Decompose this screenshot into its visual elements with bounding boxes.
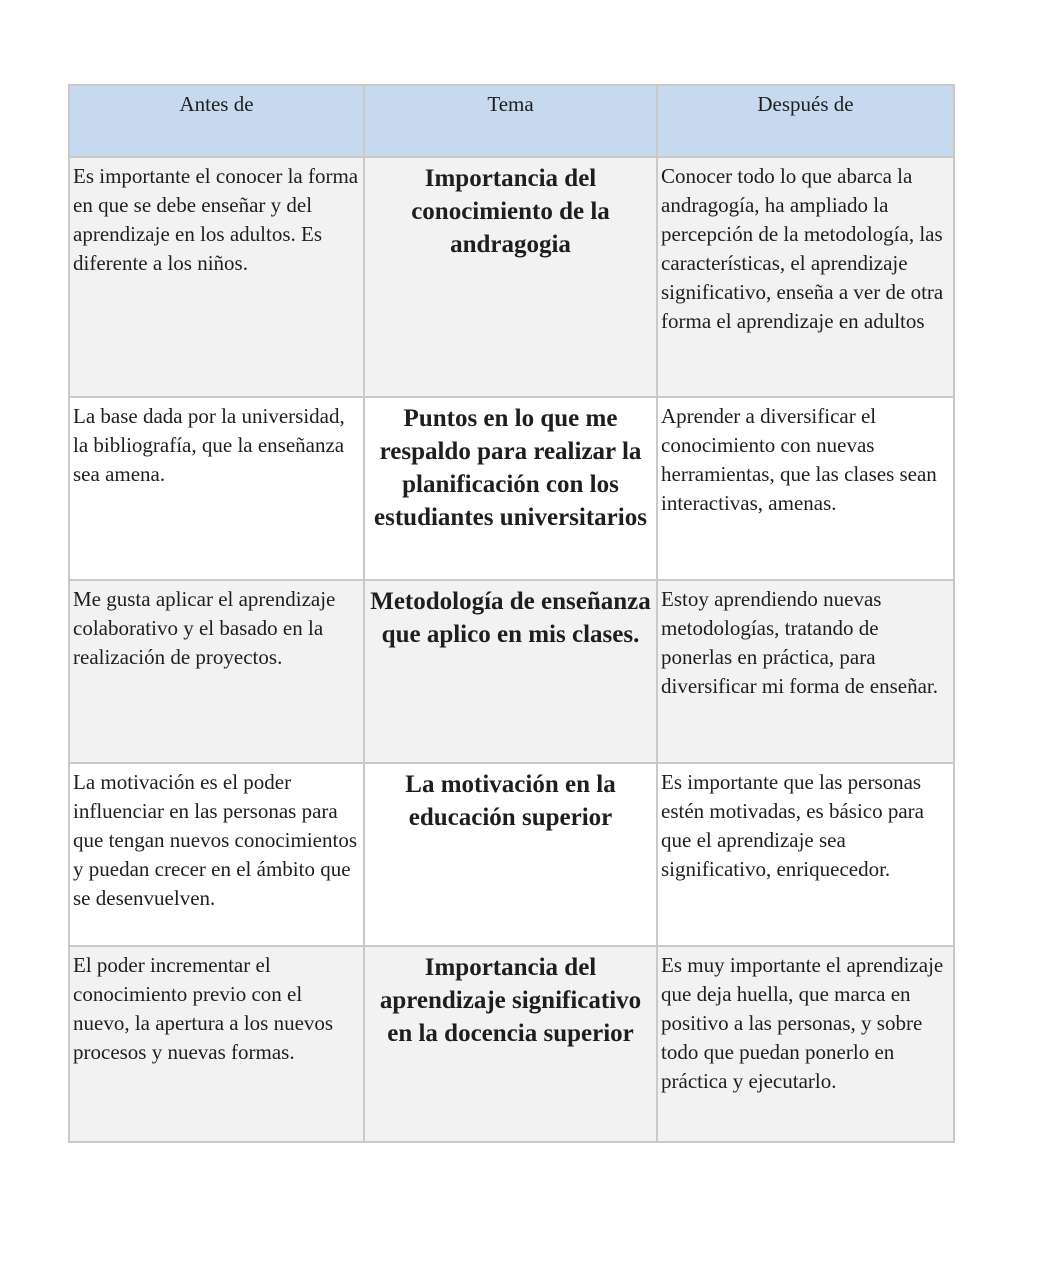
cell-antes: La motivación es el poder influenciar en las personas para que tengan nuevos conocimientos y puedan crecer en el ámbito que se desenvuelven. [69, 763, 364, 946]
cell-antes: La base dada por la universidad, la bibliografía, que la enseñanza sea amena. [69, 397, 364, 580]
table-row [69, 397, 954, 580]
cell-tema: La motivación en la educación superior [364, 763, 657, 946]
cell-antes: Me gusta aplicar el aprendizaje colaborativo y el basado en la realización de proyectos. [69, 580, 364, 763]
cell-tema: Importancia del conocimiento de la andragogia [364, 157, 657, 397]
cell-despues: Aprender a diversificar el conocimiento con nuevas herramientas, que las clases sean interactivas, amenas. [657, 397, 954, 580]
cell-antes: El poder incrementar el conocimiento previo con el nuevo, la apertura a los nuevos procesos y nuevas formas. [69, 946, 364, 1142]
cell-tema: Metodología de enseñanza que aplico en mis clases. [364, 580, 657, 763]
table-row [69, 580, 954, 763]
cell-despues: Conocer todo lo que abarca la andragogía, ha ampliado la percepción de la metodología, las características, el aprendizaje significativo, enseña a ver de otra forma el aprendizaje en adultos [657, 157, 954, 397]
table-row [69, 946, 954, 1142]
reflection-table [68, 84, 955, 1143]
cell-despues: Es muy importante el aprendizaje que deja huella, que marca en positivo a las personas, y sobre todo que puedan ponerlo en práctica y ejecutarlo. [657, 946, 954, 1142]
table-row [69, 763, 954, 946]
cell-antes: Es importante el conocer la forma en que se debe enseñar y del aprendizaje en los adultos. Es diferente a los niños. [69, 157, 364, 397]
cell-despues: Estoy aprendiendo nuevas metodologías, tratando de ponerlas en práctica, para diversificar mi forma de enseñar. [657, 580, 954, 763]
table-row [69, 157, 954, 397]
header-despues-de: Después de [657, 85, 954, 157]
cell-tema: Importancia del aprendizaje significativo en la docencia superior [364, 946, 657, 1142]
cell-despues: Es importante que las personas estén motivadas, es básico para que el aprendizaje sea significativo, enriquecedor. [657, 763, 954, 946]
cell-tema: Puntos en lo que me respaldo para realizar la planificación con los estudiantes universitarios [364, 397, 657, 580]
header-antes-de: Antes de [69, 85, 364, 157]
header-tema: Tema [364, 85, 657, 157]
header-row [69, 85, 954, 157]
